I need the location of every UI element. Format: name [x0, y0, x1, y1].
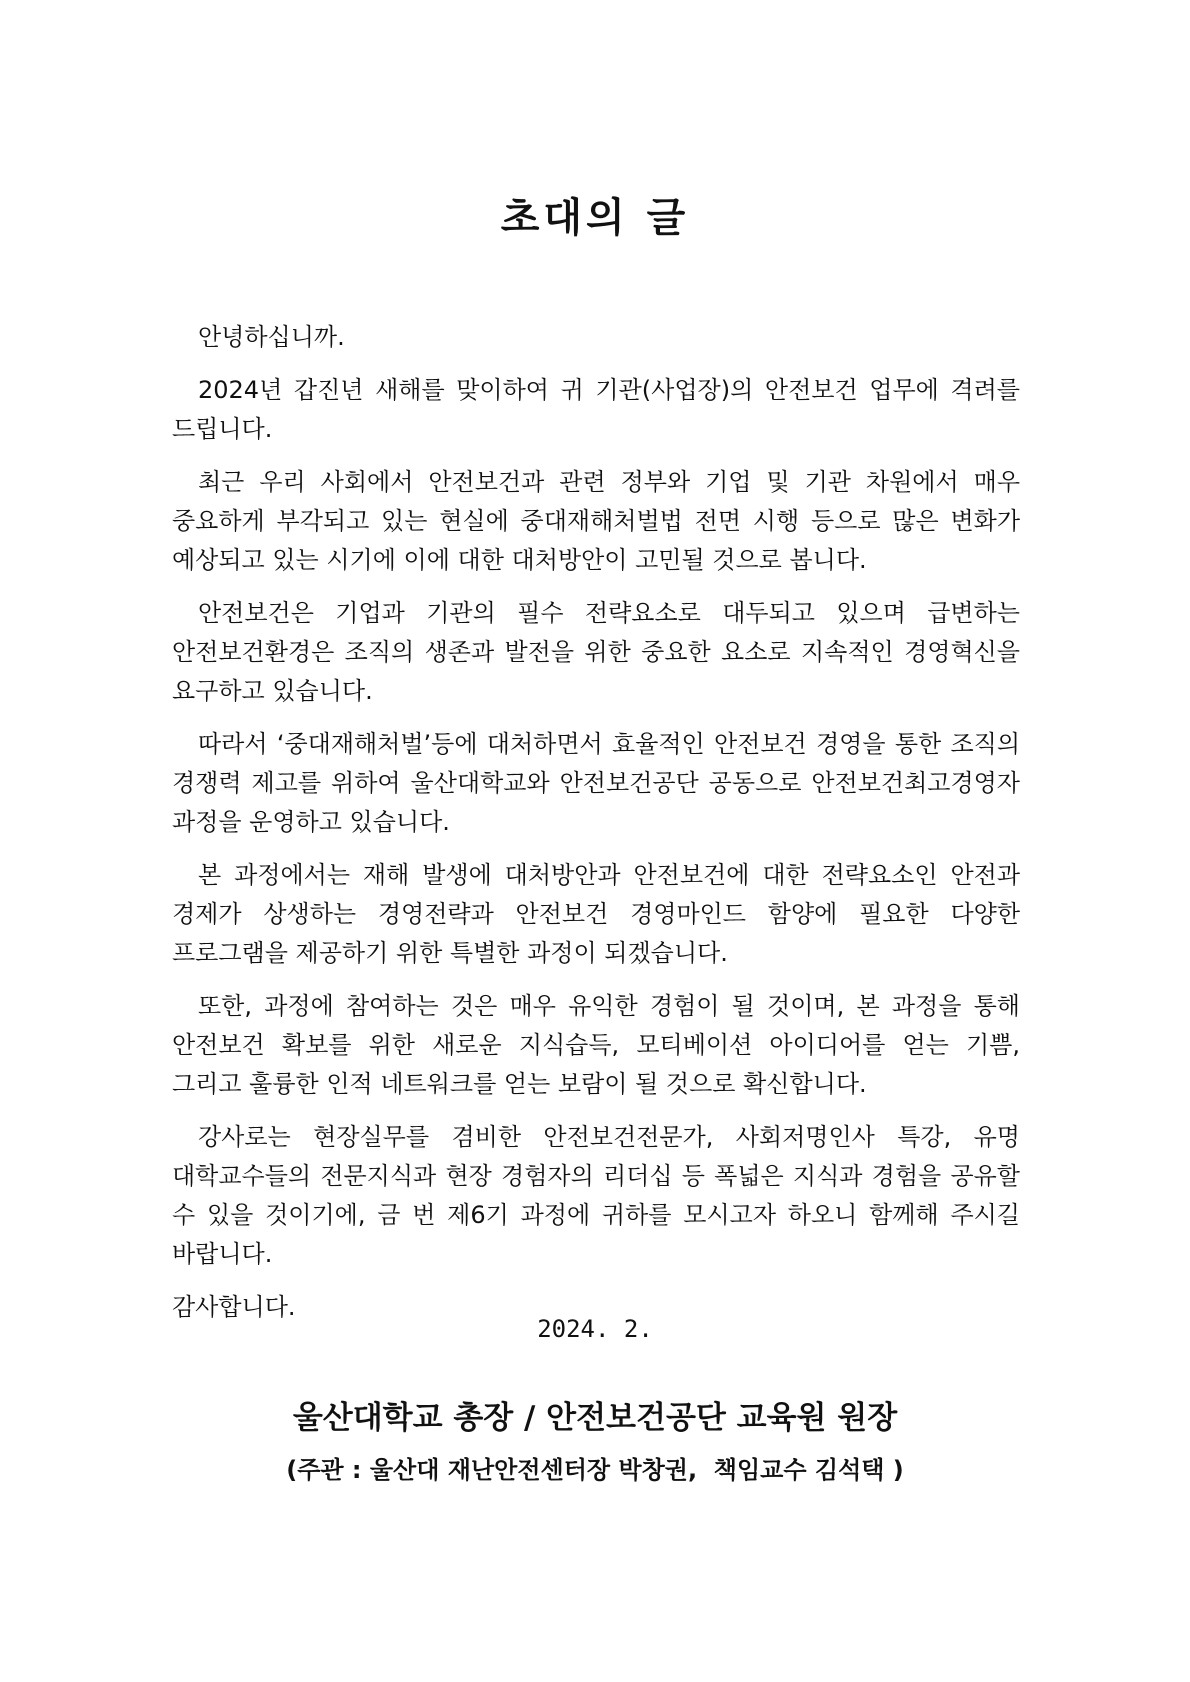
benefits-paragraph: 또한, 과정에 참여하는 것은 매우 유익한 경험이 될 것이며, 본 과정을 통해 안전보건 확보를 위한 새로운 지식습득, 모티베이션 아이디어를 얻는 기쁨, 그리고 훌륭한 인적 네트워크를 얻는 보람이 될 것으로 확신합니다.	[172, 992, 1020, 1098]
letter-date: 2024. 2.	[537, 1315, 653, 1343]
new-year-paragraph: 2024년 갑진년 새해를 맞이하여 귀 기관(사업장)의 안전보건 업무에 격려를 드립니다.	[172, 376, 1020, 443]
closing-paragraph: 감사합니다.	[172, 1293, 296, 1321]
letter-body	[172, 318, 1020, 1341]
greeting-paragraph: 안녕하십니까.	[198, 323, 345, 351]
importance-paragraph: 안전보건은 기업과 기관의 필수 전략요소로 대두되고 있으며 급변하는 안전보건환경은 조직의 생존과 발전을 위한 중요한 요소로 지속적인 경영혁신을 요구하고 있습니다.	[172, 599, 1020, 705]
organizer-line: (주관 : 울산대 재난안전센터장 박창권, 책임교수 김석택 )	[286, 1456, 904, 1484]
letter-title: 초대의 글	[500, 195, 690, 241]
program-paragraph: 따라서 ‘중대재해처벌’등에 대처하면서 효율적인 안전보건 경영을 통한 조직의 경쟁력 제고를 위하여 울산대학교와 안전보건공단 공동으로 안전보건최고경영자 과정을 운영하고 있습니다.	[172, 730, 1020, 836]
course-description-paragraph: 본 과정에서는 재해 발생에 대처방안과 안전보건에 대한 전략요소인 안전과 경제가 상생하는 경영전략과 안전보건 경영마인드 함양에 필요한 다양한 프로그램을 제공하기 위한 특별한 과정이 되겠습니다.	[172, 861, 1020, 967]
background-paragraph: 최근 우리 사회에서 안전보건과 관련 정부와 기업 및 기관 차원에서 매우 중요하게 부각되고 있는 현실에 중대재해처벌법 전면 시행 등으로 많은 변화가 예상되고 있는 시기에 이에 대한 대처방안이 고민될 것으로 봅니다.	[172, 468, 1020, 574]
instructors-paragraph: 강사로는 현장실무를 겸비한 안전보건전문가, 사회저명인사 특강, 유명 대학교수들의 전문지식과 현장 경험자의 리더십 등 폭넓은 지식과 경험을 공유할 수 있을 것이기에, 금 번 제6기 과정에 귀하를 모시고자 하오니 함께해 주시길 바랍니다.	[172, 1123, 1020, 1268]
signature-line: 울산대학교 총장 / 안전보건공단 교육원 원장	[292, 1400, 898, 1436]
